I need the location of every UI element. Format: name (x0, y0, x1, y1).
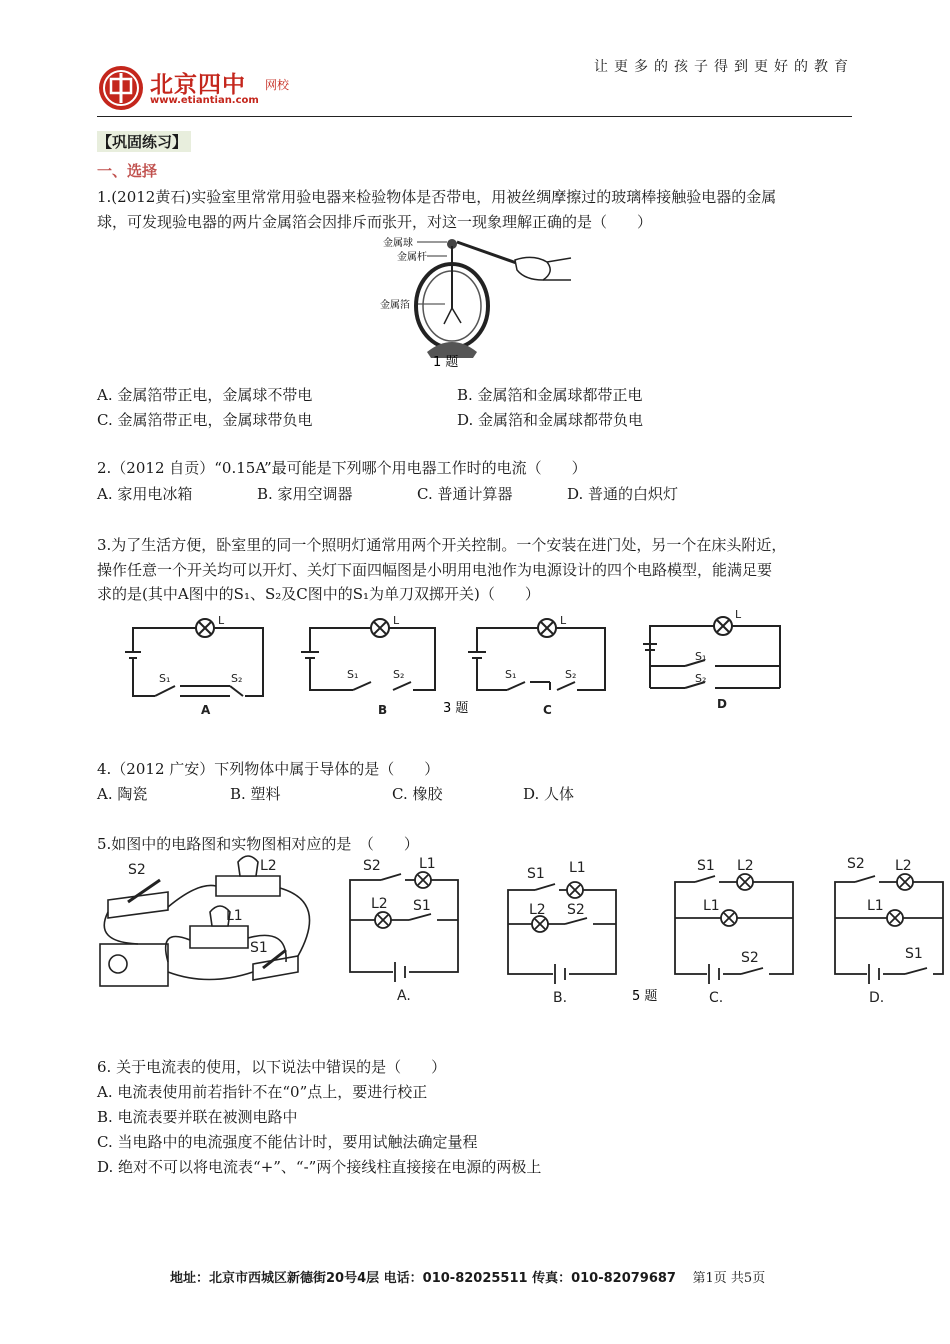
q3-a-lamp: L (218, 614, 225, 627)
q6-option-c: C. 当电路中的电流强度不能估计时，要用试触法确定量程 (97, 1133, 478, 1151)
q3-b-s1: S₁ (347, 668, 359, 681)
q5-c-s2: S2 (741, 950, 759, 966)
q5-phys-l1: L1 (226, 908, 243, 924)
fig-label-foil: 金属箔 (380, 300, 410, 311)
section-title: 【巩固练习】 (97, 131, 191, 152)
q5-c-s1: S1 (697, 858, 715, 874)
q3-label-c: C (543, 703, 552, 717)
q5-fig-caption: 5 题 (632, 989, 658, 1002)
fig-label-ball: 金属球 (383, 238, 413, 249)
q2-option-d: D. 普通的白炽灯 (567, 485, 679, 503)
q3-circuits-figure (125, 608, 795, 718)
q1-option-b: B. 金属箔和金属球都带正电 (457, 386, 643, 404)
q5-d-s1: S1 (905, 946, 923, 962)
q3-a-s2: S₂ (231, 672, 243, 685)
q3-b-lamp: L (393, 614, 400, 627)
q5-label-b: B. (553, 990, 568, 1002)
q5-b-s2: S2 (567, 902, 585, 918)
q2-option-c: C. 普通计算器 (417, 485, 513, 503)
q3-d-s2: S₂ (695, 672, 707, 685)
q2-option-b: B. 家用空调器 (257, 485, 353, 503)
q6-option-a: A. 电流表使用前若指针不在“0”点上，要进行校正 (97, 1083, 428, 1101)
q5-line1: 5.如图中的电路图和实物图相对应的是 （ ） (97, 835, 419, 853)
q4-option-d: D. 人体 (523, 785, 575, 803)
q5-a-l2: L2 (371, 896, 388, 912)
fig-label-rod: 金属杆 (397, 252, 427, 263)
q5-d-l1: L1 (867, 898, 884, 914)
q3-a-s1: S₁ (159, 672, 171, 685)
q5-phys-s2: S2 (128, 862, 146, 878)
q4-option-b: B. 塑料 (230, 785, 281, 803)
q5-a-s1: S1 (413, 898, 431, 914)
header-divider (97, 116, 852, 117)
q5-b-l1: L1 (569, 860, 586, 876)
q3-c-s1: S₁ (505, 668, 517, 681)
q5-b-l2: L2 (529, 902, 546, 918)
q5-d-l2: L2 (895, 858, 912, 874)
q4-line1: 4.（2012 广安）下列物体中属于导体的是（ ） (97, 760, 440, 778)
q5-phys-s1: S1 (250, 940, 268, 956)
q3-fig-caption: 3 题 (443, 701, 469, 716)
q3-label-b: B (378, 703, 388, 717)
q6-line1: 6. 关于电流表的使用，以下说法中错误的是（ ） (97, 1058, 447, 1076)
q3-d-s1: S₁ (695, 650, 707, 663)
footer-address: 地址：北京市西城区新德街20号4层 电话：010-82025511 传真：010-82079687 (170, 1271, 676, 1286)
q1-line2: 球，可发现验电器的两片金属箔会因排斥而张开，对这一现象理解正确的是（ ） (97, 213, 653, 231)
q3-c-s2: S₂ (565, 668, 577, 681)
header-slogan: 让更多的孩子得到更好的教育 (594, 59, 854, 75)
q5-c-l2: L2 (737, 858, 754, 874)
q5-phys-l2: L2 (260, 858, 277, 874)
q5-c-l1: L1 (703, 898, 720, 914)
logo-url: www.etiantian.com (150, 95, 259, 106)
q3-line1: 3.为了生活方便，卧室里的同一个照明灯通常用两个开关控制。一个安装在进门处，另一个在床头附近， (97, 536, 787, 554)
q3-line2: 操作任意一个开关均可以开灯、关灯下面四幅图是小明用电池作为电源设计的四个电路模型，能满足要 (97, 561, 773, 579)
q1-option-a: A. 金属箔带正电，金属球不带电 (97, 386, 313, 404)
q6-option-d: D. 绝对不可以将电流表“+”、“-”两个接线柱直接接在电源的两极上 (97, 1158, 542, 1176)
q5-a-s2: S2 (363, 858, 381, 874)
q3-line3: 求的是(其中A图中的S₁、S₂及C图中的S₁为单刀双掷开关)（ ） (97, 585, 540, 603)
logo-name: 北京四中 (150, 72, 246, 98)
part-heading: 一、选择 (97, 162, 158, 180)
footer-page: 第1页 共5页 (692, 1271, 766, 1286)
q2-line1: 2.（2012 自贡）“0.15A”最可能是下列哪个用电器工作时的电流（ ） (97, 459, 587, 477)
q1-fig-caption: 1 题 (433, 355, 459, 370)
q5-circuits-figure (345, 852, 945, 1002)
q4-option-c: C. 橡胶 (392, 785, 443, 803)
q5-physical-diagram (98, 852, 348, 997)
logo-sub: 网校 (265, 78, 290, 92)
q5-b-s1: S1 (527, 866, 545, 882)
school-logo-icon (97, 64, 147, 114)
electroscope-figure (375, 232, 575, 372)
q4-option-a: A. 陶瓷 (97, 785, 148, 803)
q6-option-b: B. 电流表要并联在被测电路中 (97, 1108, 298, 1126)
q1-option-c: C. 金属箔带正电，金属球带负电 (97, 411, 313, 429)
q5-a-l1: L1 (419, 856, 436, 872)
q1-option-d: D. 金属箔和金属球都带负电 (457, 411, 644, 429)
q5-label-c: C. (709, 990, 724, 1002)
q3-b-s2: S₂ (393, 668, 405, 681)
q2-option-a: A. 家用电冰箱 (97, 485, 193, 503)
q3-d-lamp: L (735, 608, 742, 621)
q5-label-d: D. (869, 990, 885, 1002)
footer (170, 1267, 765, 1286)
q5-d-s2: S2 (847, 856, 865, 872)
q3-label-a: A (201, 703, 211, 717)
q5-label-a: A. (397, 988, 411, 1002)
q1-line1: 1.(2012黄石)实验室里常常用验电器来检验物体是否带电，用被丝绸摩擦过的玻璃棒接触验电器的金属 (97, 188, 777, 206)
q3-label-d: D (717, 697, 727, 711)
q3-c-lamp: L (560, 614, 567, 627)
